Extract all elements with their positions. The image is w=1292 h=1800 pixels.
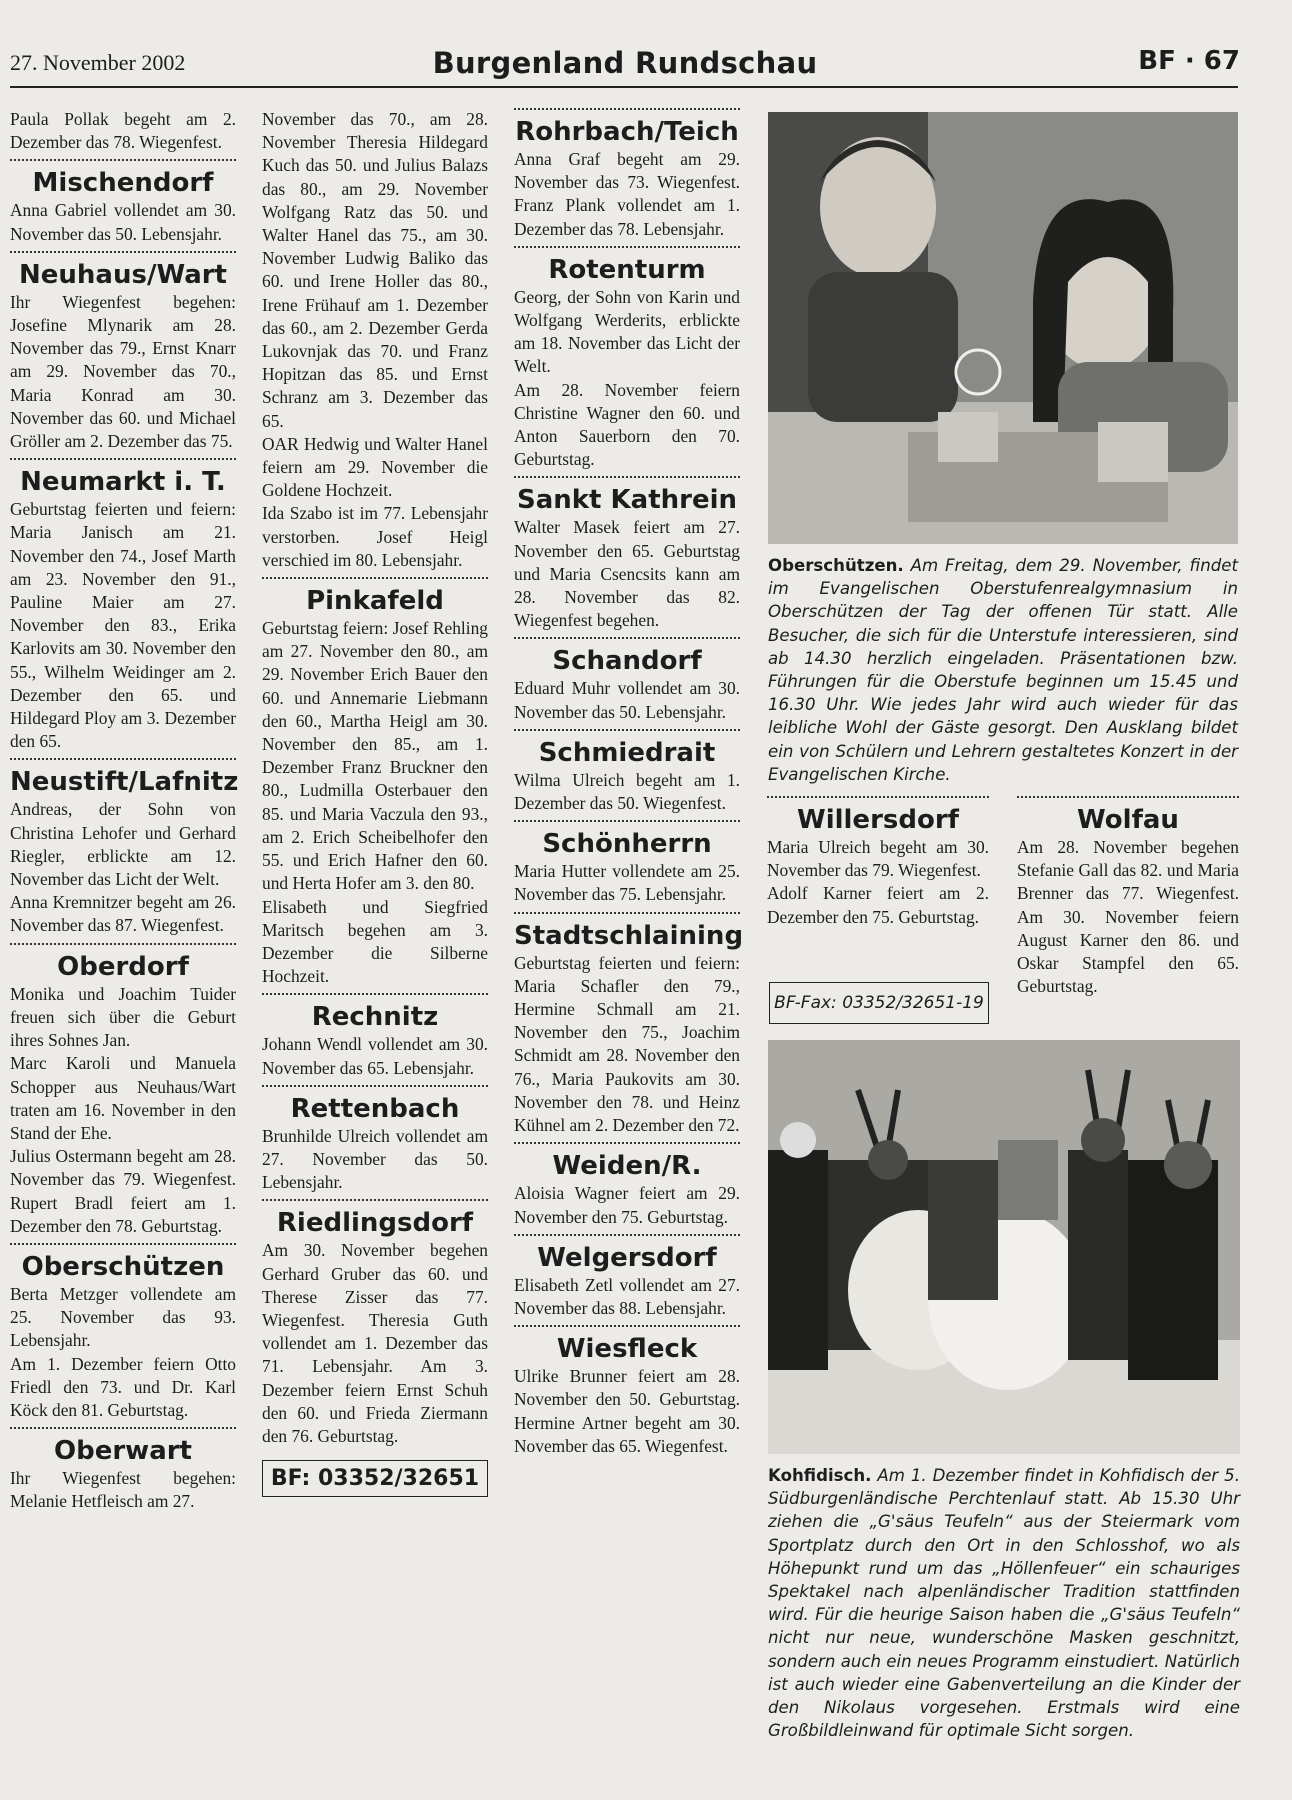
newspaper-title: Burgenland Rundschau: [432, 46, 818, 80]
caption-text: Am Freitag, dem 29. November, findet im Evangelischen Oberstufenrealgymnasium in Oberschützen der Tag der offenen Tür statt. Alle Besucher, die sich für die Unterstufe interessieren, sind ab 14.30 herzlich eingeladen. Präsentationen bzw. Führungen für die Oberstufe beginnen um 15.45 und 16.30 Uhr. Wie jedes Jahr wird auch wieder für das leibliche Wohl der Gäste gesorgt. Den Ausklang bildet ein von Schülern und Lehrern gestaltetes Konzert in der Evangelischen Kirche.: [768, 556, 1238, 784]
paragraph: Aloisia Wagner feiert am 29. November den 75. Geburtstag.: [514, 1183, 740, 1227]
paragraph: Johann Wendl vollendet am 30. November das 65. Lebensjahr.: [262, 1034, 488, 1078]
paragraph: Am 28. November feiern Christine Wagner den 60. und Anton Sauerborn den 70. Geburtstag.: [514, 379, 740, 470]
students-photo: [768, 112, 1238, 544]
paragraph: Ihr Wiegenfest begehen: Josefine Mlynarik am 28. November das 79., Ernst Knarr am 29. November das 70., Maria Konrad am 30. November das 60. und Michael Gröller am 2. Dezember das 75.: [10, 291, 236, 452]
paragraph: Elisabeth und Siegfried Maritsch begehen am 3. Dezember die Silberne Hochzeit.: [262, 896, 488, 987]
heading-mischendorf: Mischendorf: [10, 159, 236, 199]
paragraph: Maria Ulreich begeht am 30. November das 79. Wiegenfest.: [767, 837, 989, 881]
column-3: [514, 108, 744, 1458]
heading-welgersdorf: Welgersdorf: [514, 1234, 740, 1274]
paragraph: Ihr Wiegenfest begehen: Melanie Hetfleisch am 27.: [10, 1468, 236, 1512]
paragraph: Berta Metzger vollendete am 25. November das 93. Lebensjahr.: [10, 1283, 236, 1351]
heading-oberdorf: Oberdorf: [10, 943, 236, 983]
paragraph: Anna Gabriel vollendet am 30. November das 50. Lebensjahr.: [10, 200, 236, 244]
heading-neustift-lafnitz: Neustift/Lafnitz: [10, 758, 236, 798]
paragraph: Marc Karoli und Manuela Schopper aus Neuhaus/Wart traten am 16. November in den Stand der Ehe.: [10, 1053, 236, 1143]
paragraph: Anna Graf begeht am 29. November das 73. Wiegenfest. Franz Plank vollendet am 1. Dezember das 78. Lebensjahr.: [514, 149, 740, 239]
heading-riedlingsdorf: Riedlingsdorf: [262, 1199, 488, 1239]
paragraph: Geburtstag feierten und feiern: Maria Schafler den 79., Hermine Schmall am 21. November den 75., Joachim Schmidt am 28. November den 76., Maria Paukovits am 30. November den 78. und Heinz Kühnel am 2. Dezember den 72.: [514, 952, 740, 1136]
heading-rohrbach-teich: Rohrbach/Teich: [514, 108, 740, 148]
students-photo-graphic: [768, 112, 1238, 544]
heading-schandorf: Schandorf: [514, 637, 740, 677]
page-header: [10, 44, 1240, 84]
caption-text: Am 1. Dezember findet in Kohfidisch der 5. Südburgenländische Perchtenlauf statt. Ab 15.30 Uhr ziehen die „G'säus Teufeln“ aus der Steiermark vom Sportplatz durch den Ort in den Schlosshof, wo als Höhepunkt rund um das „Höllenfeuer“ ein schauriges Spektakel nach alpenländischer Tradition stattfinden wird. Für die heurige Saison haben die „G'säus Teufeln“ nicht nur neue, wunderschöne Masken geschnitzt, sondern auch ein neues Programm einstudiert. Natürlich ist auch wieder eine Gabenverteilung an die Kinder der den Nikolaus vorgesehen. Erstmals wird eine Großbildleinwand für optimale Sicht sorgen.: [768, 1466, 1240, 1741]
paragraph: Julius Ostermann begeht am 28. November das 79. Wiegenfest. Rupert Bradl feiert am 1. Dezember den 78. Geburtstag.: [10, 1146, 236, 1236]
heading-willersdorf: Willersdorf: [767, 796, 989, 836]
heading-rechnitz: Rechnitz: [262, 993, 488, 1033]
issue-date: 27. November 2002: [10, 50, 186, 75]
paragraph: Geburtstag feiern: Josef Rehling am 27. November den 80., am 29. November Erich Bauer den 60. und Annemarie Liebmann den 60., Martha Heigl am 30. November den 85., am 1. Dezember Franz Bruckner den 80., Ludmilla Osterbauer den 85. und Maria Vaczula den 93., am 2. Erich Scheibelhofer den 55. und Erich Hafner den 60. und Herta Hofer am 3. den 80.: [262, 618, 488, 894]
section-wolfau: [1017, 796, 1239, 998]
caption-lead: Kohfidisch.: [768, 1466, 872, 1485]
paragraph: Ulrike Brunner feiert am 28. November den 50. Geburtstag. Hermine Artner begeht am 30. November das 65. Wiegenfest.: [514, 1366, 740, 1456]
heading-oberwart: Oberwart: [10, 1427, 236, 1467]
heading-wiesfleck: Wiesfleck: [514, 1325, 740, 1365]
paragraph: Adolf Karner feiert am 2. Dezember den 75. Geburtstag.: [767, 883, 989, 927]
heading-schmiedrait: Schmiedrait: [514, 729, 740, 769]
photo-caption-kohfidisch: [768, 1464, 1240, 1742]
fax-number-box: BF-Fax: 03352/32651-19: [769, 982, 989, 1024]
perchten-photo: [768, 1040, 1240, 1454]
paragraph: Anna Kremnitzer begeht am 26. November das 87. Wiegenfest.: [10, 892, 236, 936]
header-rule: [10, 86, 1238, 88]
paragraph: Am 30. November begehen Gerhard Gruber das 60. und Therese Zisser das 77. Wiegenfest. Theresia Guth vollendet am 1. Dezember das 71. Lebensjahr. Am 3. Dezember feiern Ernst Schuh den 60. und Frieda Ziermann den 76. Geburtstag.: [262, 1240, 488, 1446]
heading-schoenherrn: Schönherrn: [514, 820, 740, 860]
heading-neumarkt-i-t: Neumarkt i. T.: [10, 458, 236, 498]
heading-rettenbach: Rettenbach: [262, 1085, 488, 1125]
paragraph: Georg, der Sohn von Karin und Wolfgang Werderits, erblickte am 18. November das Licht der Welt.: [514, 286, 740, 377]
caption-lead: Oberschützen.: [768, 556, 904, 575]
paragraph: Walter Masek feiert am 27. November den 65. Geburtstag und Maria Csencsits kann am 28. November das 82. Wiegenfest begehen.: [514, 517, 740, 631]
heading-wolfau: Wolfau: [1017, 796, 1239, 836]
paragraph: OAR Hedwig und Walter Hanel feiern am 29. November die Goldene Hochzeit.: [262, 433, 488, 501]
paragraph: November das 70., am 28. November Theresia Hildegard Kuch das 50. und Julius Balazs das 80., am 29. November Wolfgang Ratz das 50. und Walter Hanel das 75., am 30. November Ludwig Baliko das 60. und Irene Holler das 80., Irene Frühauf am 1. Dezember das 60., am 2. Dezember Gerda Lukovnjak das 70. und Franz Hopitzan das 85. und Ernst Schranz am 3. Dezember das 65.: [262, 109, 488, 431]
paragraph: Geburtstag feierten und feiern: Maria Janisch am 21. November den 74., Josef Marth am 23. November den 91., Pauline Maier am 27. November den 83., Erika Karlovits am 30. November den 55., Wilhelm Weidinger am 2. Dezember den 65. und Hildegard Ploy am 3. Dezember den 65.: [10, 499, 236, 752]
perchten-photo-graphic: [768, 1040, 1240, 1454]
paragraph: Brunhilde Ulreich vollendet am 27. November das 50. Lebensjahr.: [262, 1125, 488, 1193]
paragraph: Maria Hutter vollendete am 25. November das 75. Lebensjahr.: [514, 861, 740, 905]
paragraph: Andreas, der Sohn von Christina Lehofer und Gerhard Riegler, erblickte am 12. November das Licht der Welt.: [10, 799, 236, 890]
page-number: BF · 67: [1138, 46, 1240, 76]
paragraph: Elisabeth Zetl vollendet am 27. November das 88. Lebensjahr.: [514, 1274, 740, 1318]
column-1: [10, 108, 239, 1514]
heading-rotenturm: Rotenturm: [514, 246, 740, 286]
paragraph: Paula Pollak begeht am 2. Dezember das 78. Wiegenfest.: [10, 109, 236, 153]
heading-oberschuetzen: Oberschützen: [10, 1243, 236, 1283]
heading-pinkafeld: Pinkafeld: [262, 577, 488, 617]
paragraph: Eduard Muhr vollendet am 30. November das 50. Lebensjahr.: [514, 678, 740, 722]
paragraph: Wilma Ulreich begeht am 1. Dezember das 50. Wiegenfest.: [514, 769, 740, 814]
paragraph: Am 1. Dezember feiern Otto Friedl den 73. und Dr. Karl Köck den 81. Geburtstag.: [10, 1353, 236, 1420]
paragraph: Am 28. November begehen Stefanie Gall das 82. und Maria Brenner das 77. Wiegenfest. Am 30. November feiern August Karner den 86. und Oskar Stampfel den 65. Geburtstag.: [1017, 837, 1239, 997]
column-2: [262, 108, 488, 1497]
paragraph: Monika und Joachim Tuider freuen sich über die Geburt ihres Sohnes Jan.: [10, 983, 236, 1051]
phone-number-box: BF: 03352/32651: [262, 1460, 488, 1497]
heading-sankt-kathrein: Sankt Kathrein: [514, 476, 740, 516]
heading-weiden-r: Weiden/R.: [514, 1142, 740, 1182]
heading-stadtschlaining: Stadtschlaining: [514, 912, 740, 952]
photo-caption-oberschuetzen: [768, 554, 1238, 786]
heading-neuhaus-wart: Neuhaus/Wart: [10, 251, 236, 291]
section-willersdorf: [767, 796, 989, 929]
paragraph: Ida Szabo ist im 77. Lebensjahr verstorben. Josef Heigl verschied im 80. Lebensjahr.: [262, 503, 488, 570]
